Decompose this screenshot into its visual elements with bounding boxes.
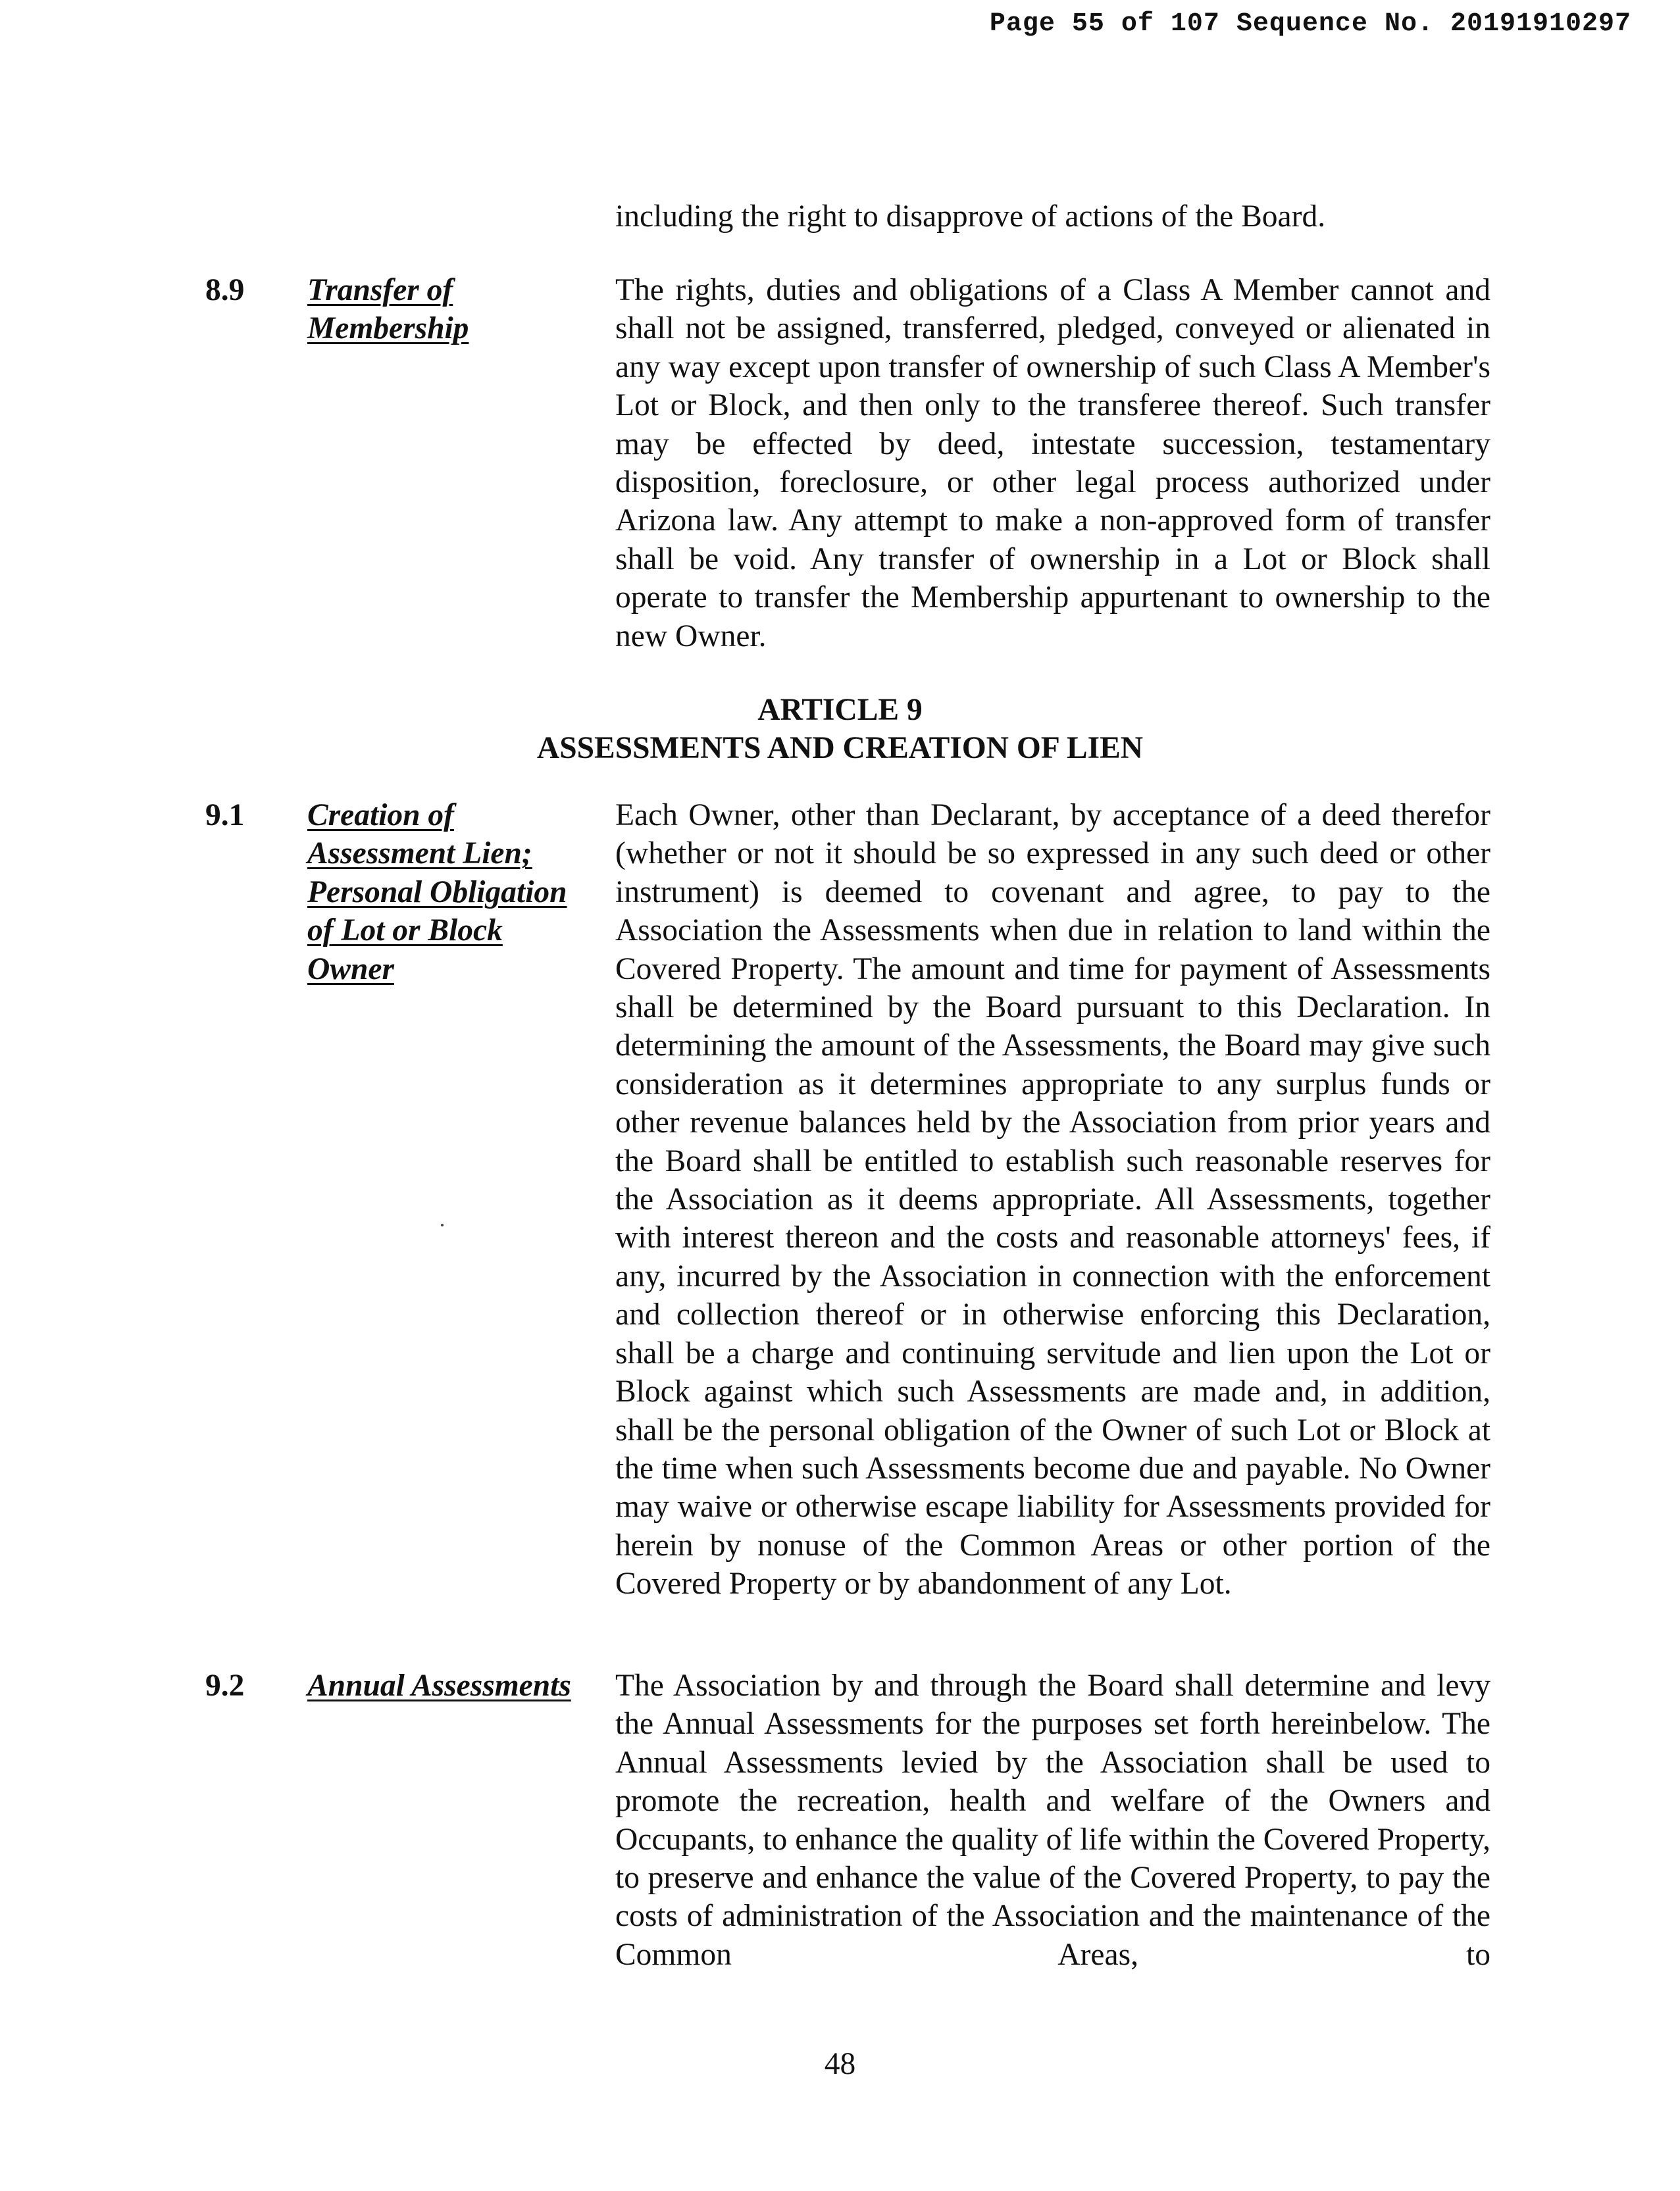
section-title: Annual Assessments: [307, 1669, 571, 1703]
section-title: Transfer of Membership: [307, 273, 469, 346]
section-number: 8.9: [205, 273, 245, 307]
section-number: 9.2: [205, 1669, 245, 1703]
section-title: Creation of Assessment Lien; Personal Obligation of Lot or Block Owner: [307, 798, 567, 986]
section-body: The Association by and through the Board shall determine and levy the Annual Assessments for the purposes set forth hereinbelow. The Annual Assessments levied by the Association shall be used to promote the recreation, health and welfare of the Owners and Occupants, to enhance the quality of life within the Covered Property, to preserve and enhance the value of the Covered Property, to pay the costs of administration of the Association and the maintenance of the Common Areas, to: [615, 1669, 1490, 1972]
section-body: Each Owner, other than Declarant, by acceptance of a deed therefor (whether or not it should be so expressed in any such deed or other instrument) is deemed to covenant and agree, to pay to the Association the Assessments when due in relation to land within the Covered Property. The amount and time for payment of Assessments shall be determined by the Board pursuant to this Declaration. In determining the amount of the Assessments, the Board may give such consideration as it determines appropriate to any surplus funds or other revenue balances held by the Association from prior years and the Board shall be entitled to establish such reasonable reserves for the Association as it deems appropriate. All Assessments, together with interest thereon and the costs and reasonable attorneys' fees, if any, incurred by the Association in connection with the enforcement and collection thereof or in otherwise enforcing this Declaration, shall be a charge and continuing servitude and lien upon the Lot or Block against which such Assessments are made and, in addition, shall be the personal obligation of the Owner of such Lot or Block at the time when such Assessments become due and payable. No Owner may waive or otherwise escape liability for Assessments provided for herein by nonuse of the Common Areas or other portion of the Covered Property or by abandonment of any Lot.: [615, 798, 1490, 1601]
page-sequence-header: Page 55 of 107 Sequence No. 20191910297: [989, 9, 1631, 39]
continuation-text: including the right to disapprove of actions of the Board.: [615, 199, 1326, 234]
section-number: 9.1: [205, 798, 245, 832]
article-title: ASSESSMENTS AND CREATION OF LIEN: [536, 731, 1144, 765]
scan-speck: [441, 1224, 444, 1226]
article-heading: ARTICLE 9: [757, 693, 923, 727]
page-number: 48: [824, 2047, 856, 2081]
section-body: The rights, duties and obligations of a Class A Member cannot and shall not be assigned, transferred, pledged, conveyed or alienated in any way except upon transfer of ownership of such Class A Member's Lot or Block, and then only to the transferee thereof. Such transfer may be effected by deed, intestate succession, testamentary disposition, foreclosure, or other legal process authorized under Arizona law. Any attempt to make a non-approved form of transfer shall be void. Any transfer of ownership in a Lot or Block shall operate to transfer the Membership appurtenant to ownership to the new Owner.: [615, 273, 1490, 653]
